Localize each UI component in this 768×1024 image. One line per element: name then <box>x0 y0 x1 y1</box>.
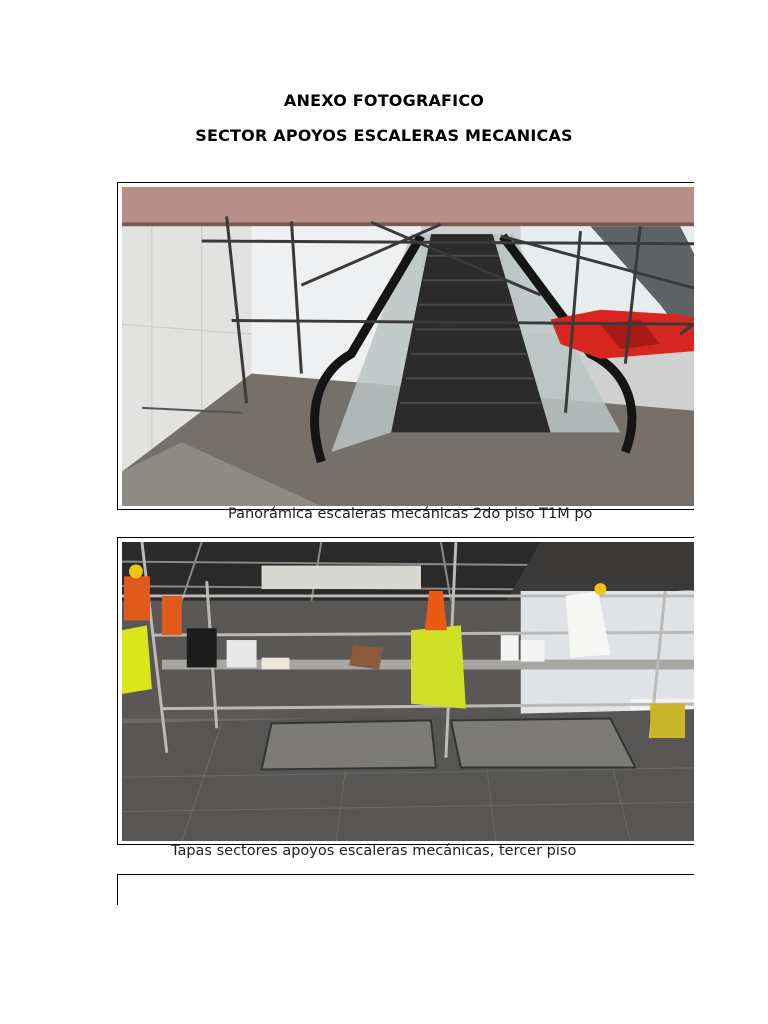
photo-escalator <box>122 187 694 506</box>
photo-frame-1 <box>117 182 694 510</box>
document-subtitle: SECTOR APOYOS ESCALERAS MECANICAS <box>195 126 573 145</box>
photo-caption-2: Tapas sectores apoyos escaleras mecánicas, tercer piso <box>171 843 577 859</box>
photo-scaffolding <box>122 542 694 841</box>
photo-frame-3 <box>117 874 694 905</box>
photo-frame-2 <box>117 537 694 845</box>
document-title: ANEXO FOTOGRAFICO <box>283 91 485 110</box>
photo-caption-1: Panorámica escaleras mecánicas 2do piso T1M po <box>228 506 593 522</box>
